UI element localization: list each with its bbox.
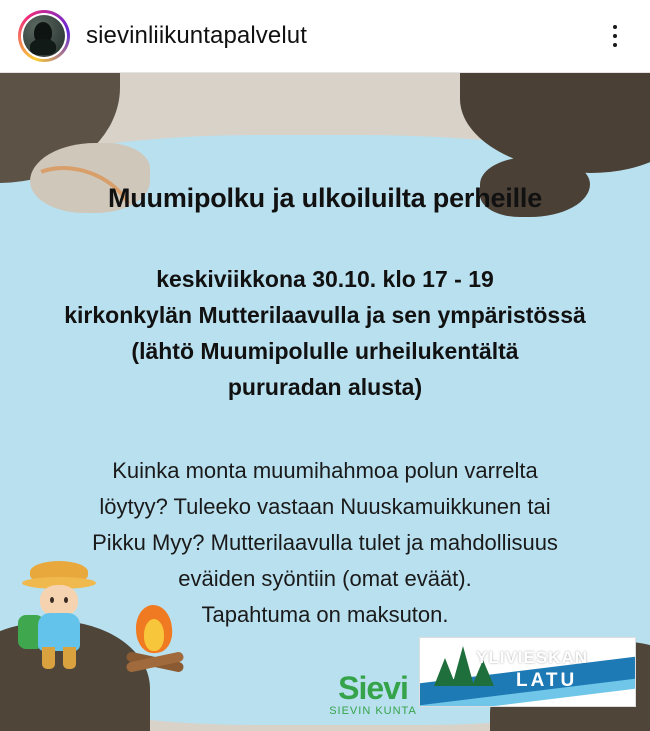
poster-detail-line: pururadan alusta) [227, 374, 423, 400]
hiker-eye-left [50, 597, 54, 603]
poster-title: Muumipolku ja ulkoiluilta perheille [107, 183, 543, 213]
poster-body-line: Tapahtuma on maksuton. [201, 602, 449, 627]
campfire-flame-inner [144, 619, 164, 651]
hiker-illustration [18, 561, 108, 671]
avatar[interactable] [18, 10, 70, 62]
account-name[interactable]: sievinliikuntapalvelut [86, 22, 307, 49]
hiker-leg-left [42, 647, 55, 669]
poster-detail-line: keskiviikkona 30.10. klo 17 - 19 [156, 266, 494, 292]
poster-body-line: löytyy? Tuleeko vastaan Nuuskamuikkunen tai [99, 494, 551, 519]
poster-detail-line: kirkonkylän Mutterilaavulla ja sen ympäristössä [64, 302, 586, 328]
poster-body-line: Pikku Myy? Mutterilaavulla tulet ja mahdollisuus [92, 530, 558, 555]
campfire-illustration [120, 603, 190, 673]
poster-detail-line: (lähtö Muumipolulle urheilukentältä [131, 338, 519, 364]
latu-logo-line1: YLIVIESKAN [476, 648, 589, 667]
poster-body-line: eväiden syöntiin (omat eväät). [178, 566, 472, 591]
more-options-icon[interactable] [602, 19, 628, 53]
sievi-logo-wordmark: Sievi [338, 670, 408, 706]
poster-body-line: Kuinka monta muumihahmoa polun varrelta [112, 458, 538, 483]
post-header [0, 0, 650, 72]
post-image[interactable] [0, 73, 650, 731]
sievi-logo-subtitle: SIEVIN KUNTA [329, 705, 417, 717]
tree-2 [452, 646, 474, 686]
ylivieskan-latu-logo [419, 637, 636, 707]
avatar-image [23, 15, 65, 57]
poster-details [0, 261, 650, 405]
dot-1 [613, 25, 617, 29]
avatar-inner [21, 13, 67, 59]
sievi-logo [318, 671, 428, 717]
latu-logo-line2: LATU [516, 670, 578, 691]
dot-3 [613, 43, 617, 47]
dot-2 [613, 34, 617, 38]
hiker-eye-right [64, 597, 68, 603]
hiker-leg-right [63, 647, 76, 669]
hiker-body [38, 613, 80, 651]
